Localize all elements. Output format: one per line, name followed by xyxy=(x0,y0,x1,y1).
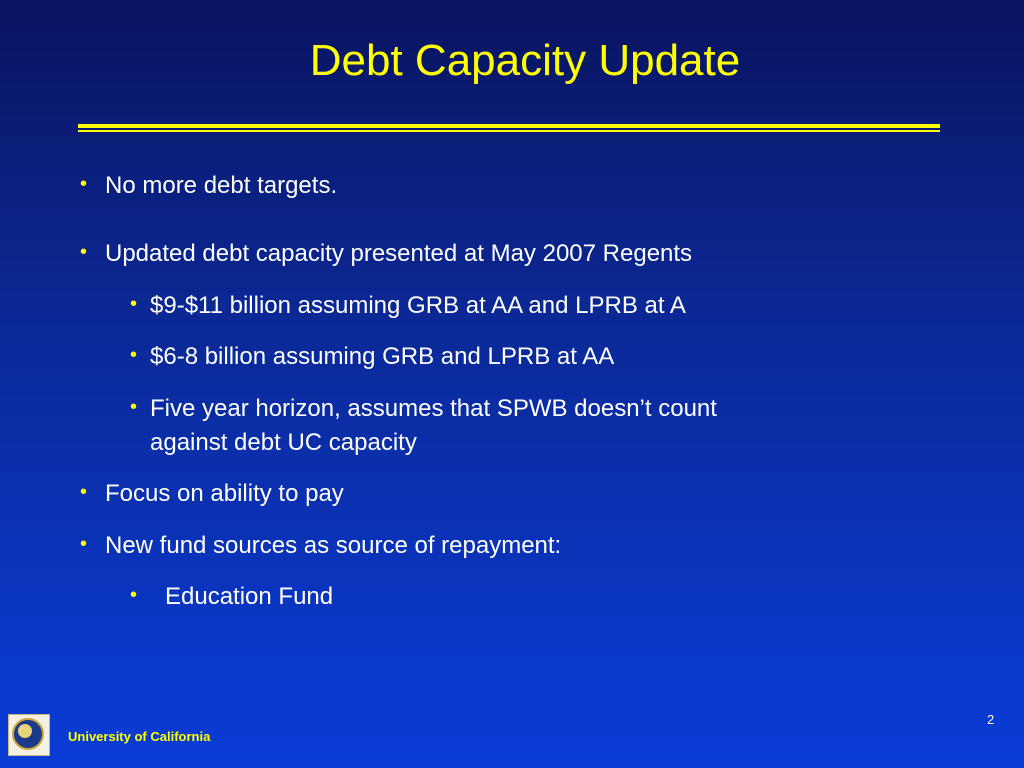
sub-bullet-text: $9-$11 billion assuming GRB at AA and LPRB at A xyxy=(150,292,686,319)
sub-bullet-text: $6-8 billion assuming GRB and LPRB at AA xyxy=(150,343,615,370)
bullet-text: No more debt targets. xyxy=(105,172,338,199)
sub-bullet-text-line1: Five year horizon, assumes that SPWB doesn’t count xyxy=(150,395,717,422)
sub-bullet-dot: • xyxy=(130,584,138,606)
sub-bullet-dot: • xyxy=(130,293,138,315)
title-divider-thick xyxy=(78,124,940,128)
bullet-dot: • xyxy=(80,533,88,555)
bullet-text: Focus on ability to pay xyxy=(105,480,344,507)
bullet-text: New fund sources as source of repayment: xyxy=(105,532,562,559)
sub-bullet-dot: • xyxy=(130,344,138,366)
sub-bullet-dot: • xyxy=(130,396,138,418)
sub-bullet-text-line2: against debt UC capacity xyxy=(150,429,417,456)
bullet-dot: • xyxy=(80,481,88,503)
page-number: 2 xyxy=(987,712,995,727)
bullet-dot: • xyxy=(80,241,88,263)
bullet-text: Updated debt capacity presented at May 2007 Regents xyxy=(105,240,693,267)
page-title: Debt Capacity Update xyxy=(309,36,741,85)
title-divider-thin xyxy=(78,130,940,132)
footer-org-name: University of California xyxy=(68,729,211,744)
sub-bullet-text: Education Fund xyxy=(165,583,334,610)
seal-center xyxy=(18,724,32,738)
bullet-dot: • xyxy=(80,173,88,195)
university-seal-logo xyxy=(8,714,50,756)
